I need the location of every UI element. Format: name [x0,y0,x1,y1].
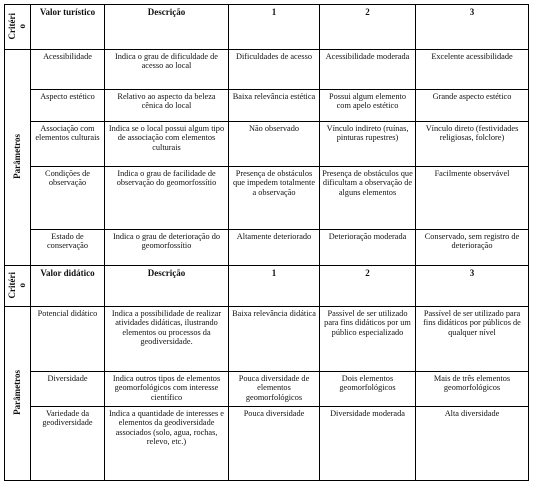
score-3-cell: Excelente acessibilidade [416,50,529,90]
score-2-cell: Deterioração moderada [320,230,416,266]
score-3-cell: Conservado, sem registro de deterioração [416,230,529,266]
criteria-axis-header: Critéri o [5,266,31,307]
parameter-name: Estado de conservação [31,230,105,266]
score-2-cell: Acessibilidade moderada [320,50,416,90]
parameters-group-label: Parâmetros [5,50,31,266]
table-row [5,50,529,90]
score-1-cell: Altamente deteriorado [229,230,320,266]
table-row [5,90,529,122]
score-3-cell: Alta diversidade [416,407,529,481]
parameter-name: Acessibilidade [31,50,105,90]
column-header-score-1: 1 [229,5,320,50]
parameter-name: Associação com elementos culturais [31,122,105,167]
parameter-description: Indica o grau de facilidade de observação do geomorfossítio [105,167,229,230]
column-header-value-type: Valor turístico [31,5,105,50]
column-header-score-1: 1 [229,266,320,307]
parameter-name: Variedade da geodiversidade [31,407,105,481]
table-row [5,167,529,230]
column-header-value-type: Valor didático [31,266,105,307]
score-2-cell: Possui algum elemento com apelo estético [320,90,416,122]
didactic-header-row [5,266,529,307]
column-header-score-3: 3 [416,5,529,50]
table-row [5,122,529,167]
parameters-group-label: Parâmetros [5,307,31,481]
score-1-cell: Não observado [229,122,320,167]
score-1-cell: Pouca diversidade [229,407,320,481]
score-1-cell: Dificuldades de acesso [229,50,320,90]
table-row [5,407,529,481]
score-3-cell: Passível de ser utilizado para fins didáticos por públicos de qualquer nível [416,307,529,372]
criteria-axis-header: Critéri o [5,5,31,50]
parameter-description: Relativo ao aspecto da beleza cênica do local [105,90,229,122]
tourist-header-row [5,5,529,50]
table-row [5,372,529,407]
parameter-description: Indica se o local possui algum tipo de associação com elementos culturais [105,122,229,167]
parameter-name: Potencial didático [31,307,105,372]
score-2-cell: Dois elementos geomorfológicos [320,372,416,407]
score-2-cell: Passível de ser utilizado para fins didáticos por um público especializado [320,307,416,372]
parameter-description: Indica outros tipos de elementos geomorfológicos com interesse científico [105,372,229,407]
score-3-cell: Grande aspecto estético [416,90,529,122]
parameter-description: Indica a possibilidade de realizar atividades didáticas, ilustrando elementos ou processos da geodiversidade. [105,307,229,372]
column-header-score-2: 2 [320,5,416,50]
score-3-cell: Facilmente observável [416,167,529,230]
parameter-name: Condições de observação [31,167,105,230]
score-3-cell: Vínculo direto (festividades religiosas, folclore) [416,122,529,167]
table-row [5,230,529,266]
parameter-description: Indica a quantidade de interesses e elementos da geodiversidade associados (solo, agua, rochas, relevo, etc.) [105,407,229,481]
score-2-cell: Diversidade moderada [320,407,416,481]
score-2-cell: Vínculo indireto (ruínas, pinturas rupestres) [320,122,416,167]
parameter-name: Diversidade [31,372,105,407]
score-3-cell: Mais de três elementos geomorfológicos [416,372,529,407]
parameter-name: Aspecto estético [31,90,105,122]
column-header-score-3: 3 [416,266,529,307]
parameter-description: Indica o grau de dificuldade de acesso ao local [105,50,229,90]
score-1-cell: Presença de obstáculos que impedem totalmente a observação [229,167,320,230]
score-2-cell: Presença de obstáculos que dificultam a observação de alguns elementos [320,167,416,230]
criteria-table [4,4,529,481]
column-header-description: Descrição [105,266,229,307]
score-1-cell: Baixa relevância didática [229,307,320,372]
column-header-description: Descrição [105,5,229,50]
table-row [5,307,529,372]
parameter-description: Indica o grau de deterioração do geomorfossítio [105,230,229,266]
score-1-cell: Pouca diversidade de elementos geomorfológicos [229,372,320,407]
column-header-score-2: 2 [320,266,416,307]
score-1-cell: Baixa relevância estética [229,90,320,122]
